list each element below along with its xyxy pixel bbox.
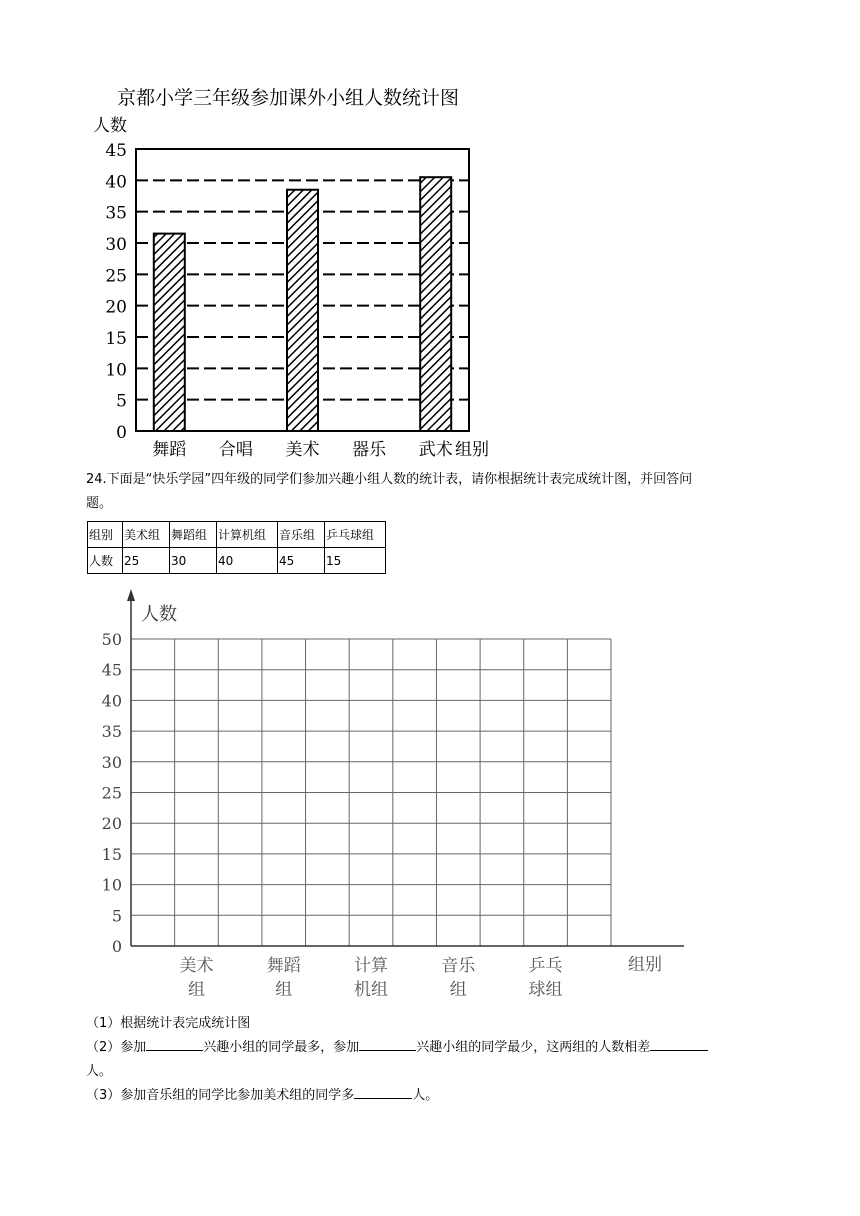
chart2-y-tick-label: 25 (101, 783, 122, 803)
chart2-x-tick-label: 球组 (528, 980, 563, 1000)
chart1-y-tick-label: 15 (105, 329, 127, 349)
chart2-x-tick-label: 音乐 (441, 956, 476, 976)
chart1-y-tick-label: 0 (116, 423, 127, 443)
answer-blank-least-group[interactable] (359, 1036, 416, 1051)
answer-blank-most-group[interactable] (146, 1036, 203, 1051)
question-24-line1: 24.下面是“快乐学园”四年级的同学们参加兴趣小组人数的统计表，请你根据统计表完成统计图，并回答问 (86, 472, 693, 487)
chart1-x-axis-label: 组别 (455, 440, 489, 460)
subquestion-2-end: 人。 (86, 1064, 113, 1079)
subquestion-3: （3）参加音乐组的同学比参加美术组的同学多 人。 (86, 1084, 786, 1108)
stats-table-col-header: 美术组 (123, 522, 170, 548)
chart1-y-tick-label: 40 (105, 172, 127, 193)
chart1-y-tick-label: 25 (105, 266, 127, 287)
chart2-y-tick-label: 20 (101, 814, 122, 834)
stats-table-col-header: 音乐组 (278, 522, 325, 548)
chart2-y-tick-label: 10 (101, 875, 122, 895)
chart1-x-tick-label: 武术 (418, 440, 453, 460)
chart1-y-tick-label: 35 (105, 203, 127, 224)
chart1-x-tick-label: 舞蹈 (152, 440, 187, 460)
subquestion-1: （1）根据统计表完成统计图 (86, 1016, 251, 1031)
chart2-x-tick-label: 组 (187, 980, 205, 1000)
stats-table-col-header: 乒乓球组 (325, 522, 386, 548)
stats-table-header-label: 组别 (88, 522, 123, 548)
chart2-y-tick-label: 30 (101, 752, 122, 772)
chart1-y-tick-label: 30 (105, 235, 127, 255)
chart2-y-tick-label: 0 (111, 937, 122, 956)
chart1-y-tick-label: 20 (105, 297, 127, 318)
chart2-y-axis-arrow (127, 589, 135, 601)
stats-table-row-label: 人数 (88, 548, 123, 574)
chart1-y-tick-label: 45 (105, 141, 127, 161)
stats-table-col-header: 舞蹈组 (170, 522, 217, 548)
answer-blank-music-vs-art[interactable] (354, 1084, 412, 1099)
chart2-y-tick-label: 45 (101, 660, 122, 680)
answer-blank-difference[interactable] (650, 1036, 708, 1051)
stats-table-cell: 40 (217, 548, 278, 574)
chart2-y-tick-label: 5 (111, 906, 122, 926)
question-24-line2: 题。 (86, 496, 113, 511)
chart2-y-tick-label: 35 (101, 722, 122, 742)
chart2-x-tick-label: 组 (275, 980, 293, 1000)
chart1-y-tick-label: 10 (105, 360, 127, 381)
stats-table-cell: 45 (278, 548, 325, 574)
stats-table-cell: 25 (123, 548, 170, 574)
chart1-x-tick-label: 器乐 (352, 440, 387, 460)
subquestion-2: （2）参加 兴趣小组的同学最多，参加 兴趣小组的同学最少，这两组的人数相差 (86, 1036, 786, 1060)
stats-table-cell: 30 (170, 548, 217, 574)
chart1-x-tick-label: 美术 (285, 440, 320, 460)
chart2-x-tick-label: 舞蹈 (266, 956, 301, 976)
chart1-y-axis-label: 人数 (93, 116, 127, 136)
chart2-x-axis-label: 组别 (628, 955, 662, 975)
stats-table-cell: 15 (325, 548, 386, 574)
chart2-x-tick-label: 组 (449, 980, 467, 1000)
chart1-y-tick-label: 5 (116, 391, 127, 412)
chart2-x-tick-label: 美术 (179, 956, 214, 976)
chart2-y-tick-label: 40 (101, 691, 122, 711)
chart2-y-axis-label: 人数 (141, 604, 177, 625)
chart2-y-tick-label: 50 (101, 630, 122, 649)
chart2-y-tick-label: 15 (101, 844, 122, 864)
chart1-x-tick-label: 合唱 (218, 440, 253, 460)
chart2-x-tick-label: 乒乓 (528, 956, 563, 976)
stats-table-col-header: 计算机组 (217, 522, 278, 548)
chart2-x-tick-label: 机组 (354, 980, 388, 1000)
chart1-title: 京都小学三年级参加课外小组人数统计图 (117, 87, 460, 109)
chart2-x-tick-label: 计算 (354, 956, 388, 976)
